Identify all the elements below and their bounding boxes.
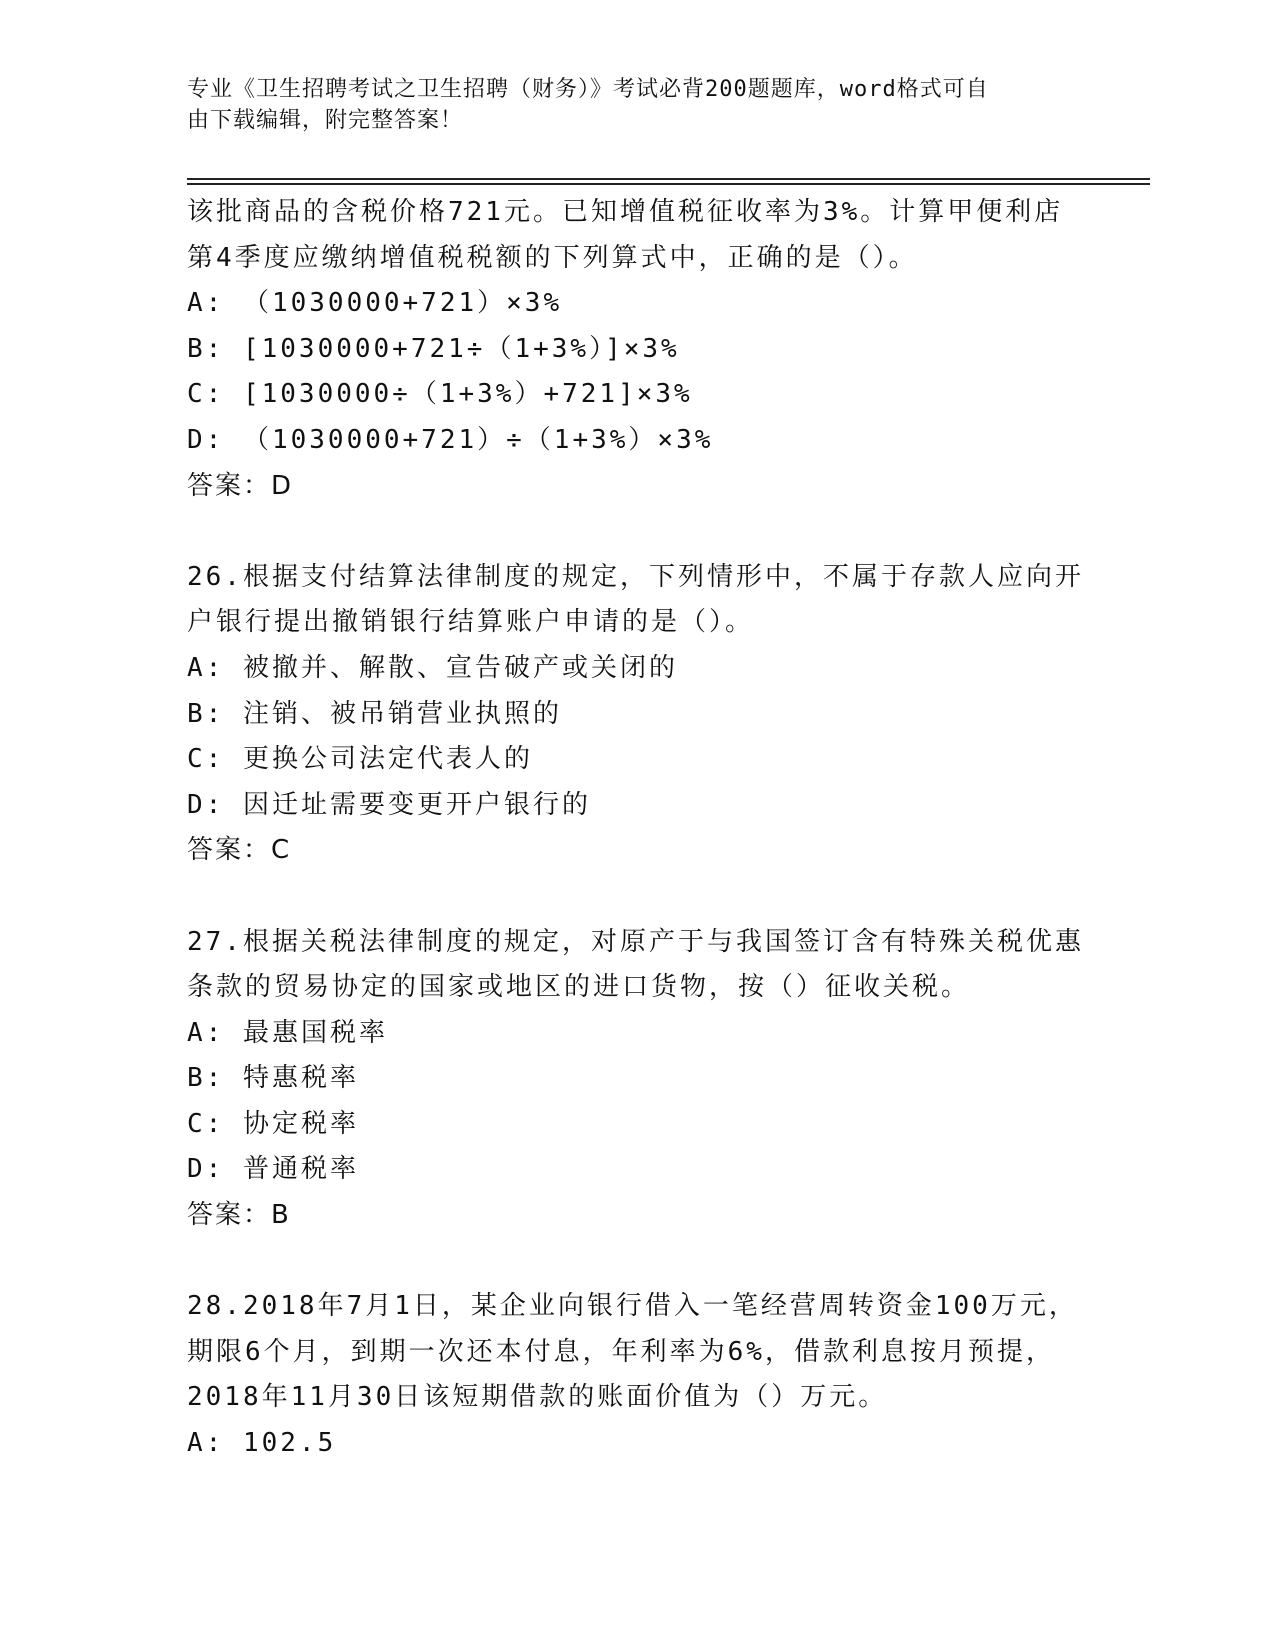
option-d: D: （1030000+721）÷（1+3%）×3% [187,424,714,455]
question-stem-line: 条款的贸易协定的国家或地区的进口货物，按（）征收关税。 [187,972,971,1003]
document-header [187,74,1087,136]
option-b: B: 注销、被吊销营业执照的 [187,698,562,729]
question-28 [187,1284,1087,1466]
option-a: A: 被撤并、解散、宣告破产或关闭的 [187,652,678,683]
header-title-line-1: 专业《卫生招聘考试之卫生招聘（财务）》考试必背200题题库，word格式可自 [187,77,989,102]
option-b: B: [1030000+721÷（1+3%）]×3% [187,333,680,364]
question-stem-line: 第4季度应缴纳增值税税额的下列算式中，正确的是（）。 [187,242,918,273]
header-title-line-2: 由下载编辑，附完整答案！ [187,108,464,133]
header-divider-top [187,178,1150,180]
question-stem-line: 26.根据支付结算法律制度的规定，下列情形中，不属于存款人应向开 [187,561,1084,592]
answer-line: 答案：D [187,470,294,501]
option-d: D: 普通税率 [187,1154,359,1185]
question-stem-line: 27.根据关税法律制度的规定，对原产于与我国签订含有特殊关税优惠 [187,926,1084,957]
question-stem-line: 该批商品的含税价格721元。已知增值税征收率为3%。计算甲便利店 [187,197,1064,227]
header-divider-bottom [187,183,1150,185]
answer-line: 答案：C [187,835,292,866]
question-26 [187,555,1087,874]
question-27 [187,920,1087,1239]
option-d: D: 因迁址需要变更开户银行的 [187,789,591,820]
option-a: A: 最惠国税率 [187,1017,388,1048]
question-spacer [187,874,1087,920]
option-c: C: 协定税率 [187,1108,359,1139]
question-stem-line: 2018年11月30日该短期借款的账面价值为（）万元。 [187,1382,888,1413]
question-stem-line: 期限6个月，到期一次还本付息，年利率为6%，借款利息按月预提， [187,1336,1055,1367]
question-25 [187,190,1087,509]
answer-line: 答案：B [187,1200,291,1231]
question-spacer [187,1239,1087,1285]
question-list [187,190,1087,1467]
option-c: C: 更换公司法定代表人的 [187,744,533,775]
option-a: A: （1030000+721）×3% [187,288,563,319]
question-stem-line: 户银行提出撤销银行结算账户申请的是（）。 [187,607,755,638]
option-b: B: 特惠税率 [187,1063,359,1094]
question-stem-line: 28.2018年7月1日，某企业向银行借入一笔经营周转资金100万元， [187,1291,1078,1322]
question-spacer [187,509,1087,555]
option-c: C: [1030000÷（1+3%）+721]×3% [187,379,693,410]
option-a: A: 102.5 [187,1428,337,1459]
